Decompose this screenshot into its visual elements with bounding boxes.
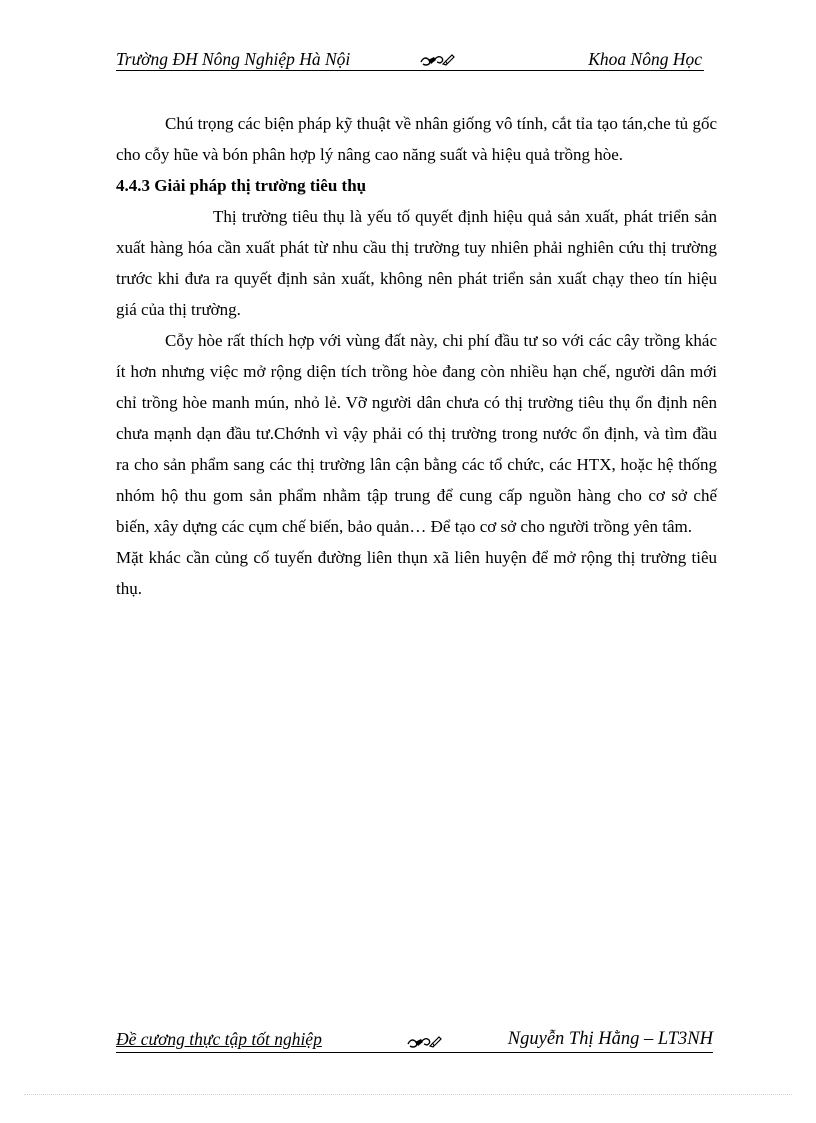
- section-heading: 4.4.3 Giải pháp thị trường tiêu thụ: [116, 176, 367, 195]
- header-faculty: Khoa Nông Học: [588, 49, 702, 69]
- paragraph-propagation: Chú trọng các biện pháp kỹ thuật về nhân giống vô tính, cắt tỉa tạo tán,che tủ gốc cho cỗy hũe và bón phân hợp lý nâng cao năng suất và hiệu quả trồng hòe.: [116, 114, 717, 164]
- page-header: [116, 49, 704, 71]
- paragraph-market-details: Cỗy hòe rất thích hợp với vùng đất này, chi phí đầu tư so với các cây trồng khác ít hơn nhưng việc mở rộng diện tích trồng hòe đang còn nhiều hạn chế, người dân mới chỉ trồng hòe manh mún, nhỏ lẻ. Vỡ người dân chưa có thị trường tiêu thụ ổn định nên chưa mạnh dạn đầu tư.Chớnh vì vậy phải có thị trường trong nước ổn định, và tìm đầu ra cho sản phẩm sang các thị trường lân cận bằng các tổ chức, các HTX, hoặc hệ thống nhóm hộ thu gom sản phẩm nhằm tập trung để cung cấp nguồn hàng cho cơ sở chế biến, xây dựng các cụm chế biến, bảo quản… Để tạo cơ sở cho người trồng yên tâm.: [116, 331, 717, 536]
- paragraph-market-intro: Thị trường tiêu thụ là yếu tố quyết định hiệu quả sản xuất, phát triển sản xuất hàng hóa cần xuất phát từ nhu cầu thị trường tuy nhiên phải nghiên cứu thị trường trước khi đưa ra quyết định sản xuất, không nên phát triển sản xuất chạy theo tín hiệu giá của thị trường.: [116, 207, 717, 319]
- page-edge: [24, 1094, 792, 1095]
- header-university: Trường ĐH Nông Nghiệp Hà Nội: [116, 49, 351, 69]
- pen-hand-ornament-icon: [406, 1034, 446, 1050]
- header-rule: [116, 70, 704, 71]
- footer-author: Nguyễn Thị Hằng – LT3NH: [507, 1029, 713, 1049]
- paragraph-roads: Mặt khác cần củng cố tuyến đường liên thụn xã liên huyện để mở rộng thị trường tiêu thụ.: [116, 548, 717, 598]
- pen-hand-ornament-icon: [419, 52, 459, 68]
- document-body: [116, 108, 717, 604]
- footer-rule: [116, 1052, 713, 1053]
- page-footer: [116, 1029, 713, 1053]
- footer-title: Đề cương thực tập tốt nghiệp: [116, 1029, 322, 1049]
